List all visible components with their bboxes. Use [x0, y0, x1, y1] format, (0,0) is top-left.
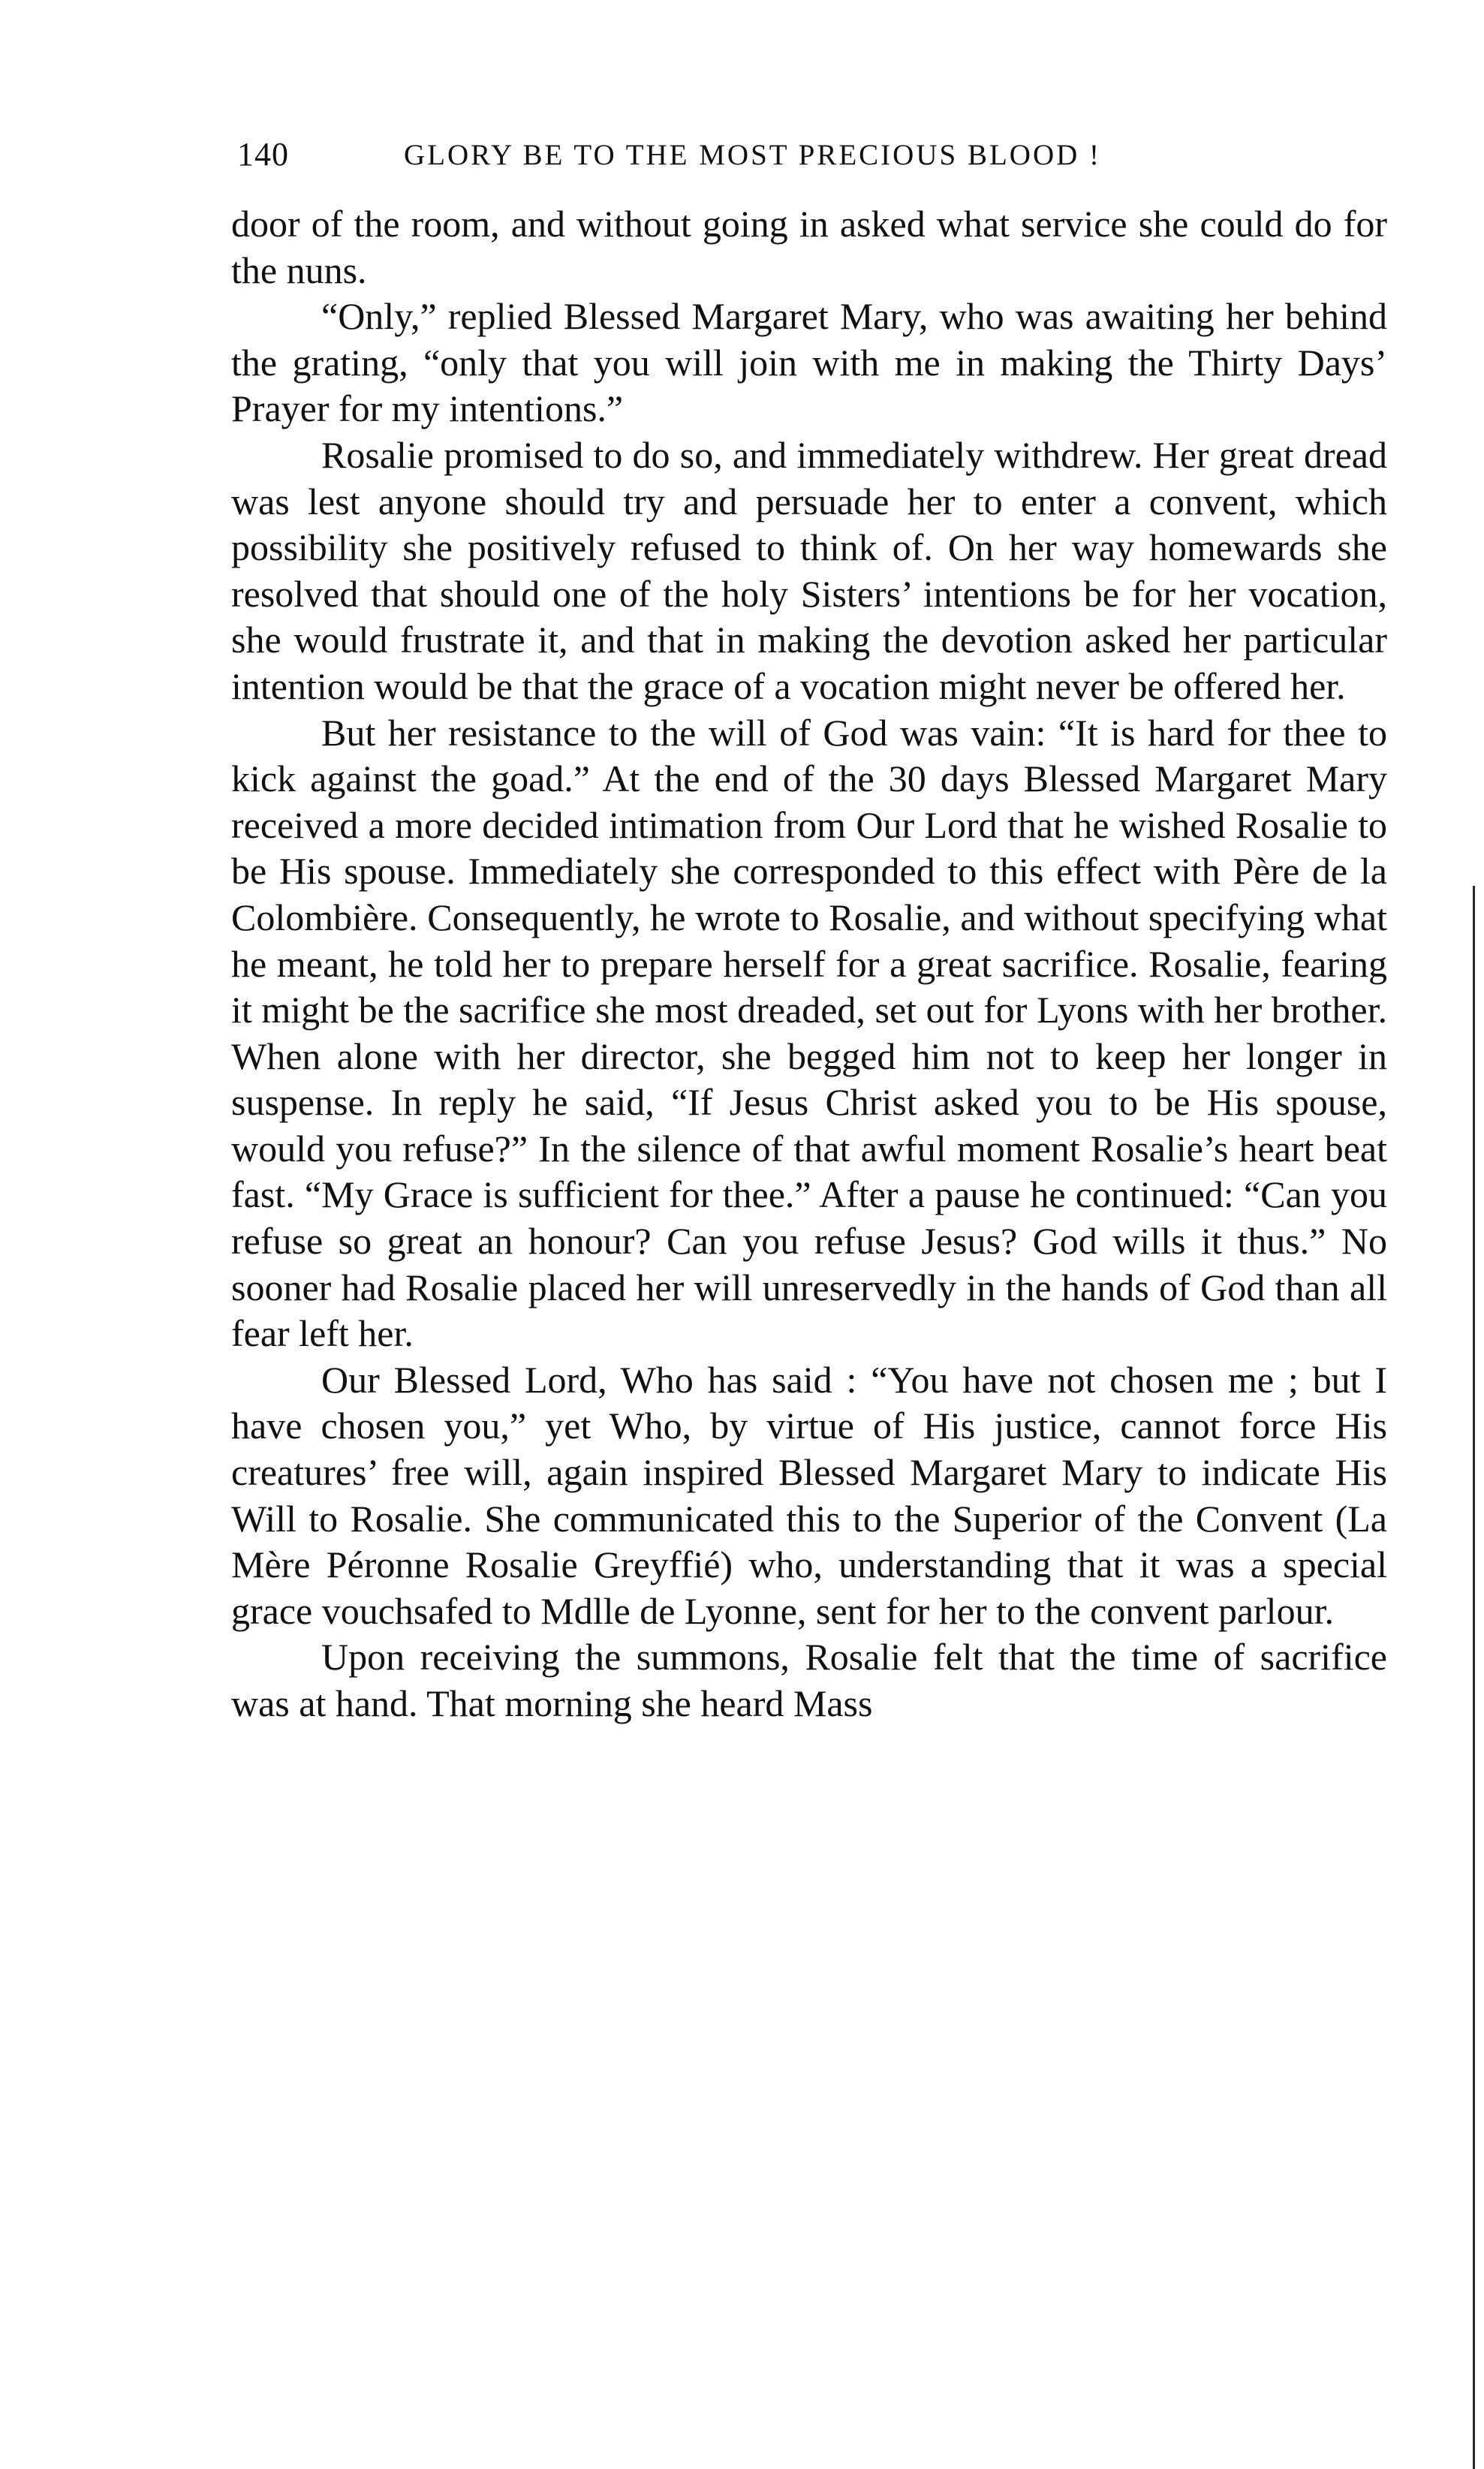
paragraph: Upon receiving the summons, Rosalie felt that the time of sacrifice was at hand. That morning she heard Mass — [231, 1636, 1387, 1724]
body-text — [231, 201, 1387, 1727]
page-number: 140 — [237, 136, 289, 173]
paragraph-continuation: door of the room, and without going in asked what service she could do for the nuns. — [231, 203, 1387, 291]
paragraph: But her resistance to the will of God was vain: “It is hard for thee to kick against the goad.” At the end of the 30 days Blessed Margaret Mary received a more decided intimation from Our Lord that he wished Rosalie to be His spouse. Immediately she corresponded to this effect with Père de la Colombière. Consequently, he wrote to Rosalie, and without specifying what he meant, he told her to prepare herself for a great sacrifice. Rosalie, fearing it might be the sacrifice she most dreaded, set out for Lyons with her brother. When alone with her director, she begged him not to keep her longer in suspense. In reply he said, “If Jesus Christ asked you to be His spouse, would you refuse?” In the silence of that awful moment Rosalie’s heart beat fast. “My Grace is sufficient for thee.” After a pause he continued: “Can you refuse so great an honour? Can you refuse Jesus? God wills it thus.” No sooner had Rosalie placed her will unreservedly in the hands of God than all fear left her. — [231, 711, 1387, 1355]
page-header — [237, 132, 1251, 185]
running-title: GLORY BE TO THE MOST PRECIOUS BLOOD ! — [404, 139, 1102, 171]
page-edge-line — [1473, 886, 1475, 2469]
paragraph: Our Blessed Lord, Who has said : “You have not chosen me ; but I have chosen you,” yet Who, by virtue of His justice, cannot force His creatures’ free will, again inspired Blessed Margaret Mary to indicate His Will to Rosalie. She communicated this to the Superior of the Convent (La Mère Péronne Rosalie Greyffié) who, understanding that it was a special grace vouchsafed to Mdlle de Lyonne, sent for her to the convent parlour. — [231, 1358, 1387, 1632]
paragraph: Rosalie promised to do so, and immediately withdrew. Her great dread was lest anyone should try and persuade her to enter a convent, which possibility she positively refused to think of. On her way homewards she resolved that should one of the holy Sisters’ intentions be for her vocation, she would frustrate it, and that in making the devotion asked her particular intention would be that the grace of a vocation might never be offered her. — [231, 433, 1387, 707]
paragraph: “Only,” replied Blessed Margaret Mary, who was awaiting her behind the grating, “only that you will join with me in making the Thirty Days’ Prayer for my intentions.” — [231, 295, 1387, 430]
